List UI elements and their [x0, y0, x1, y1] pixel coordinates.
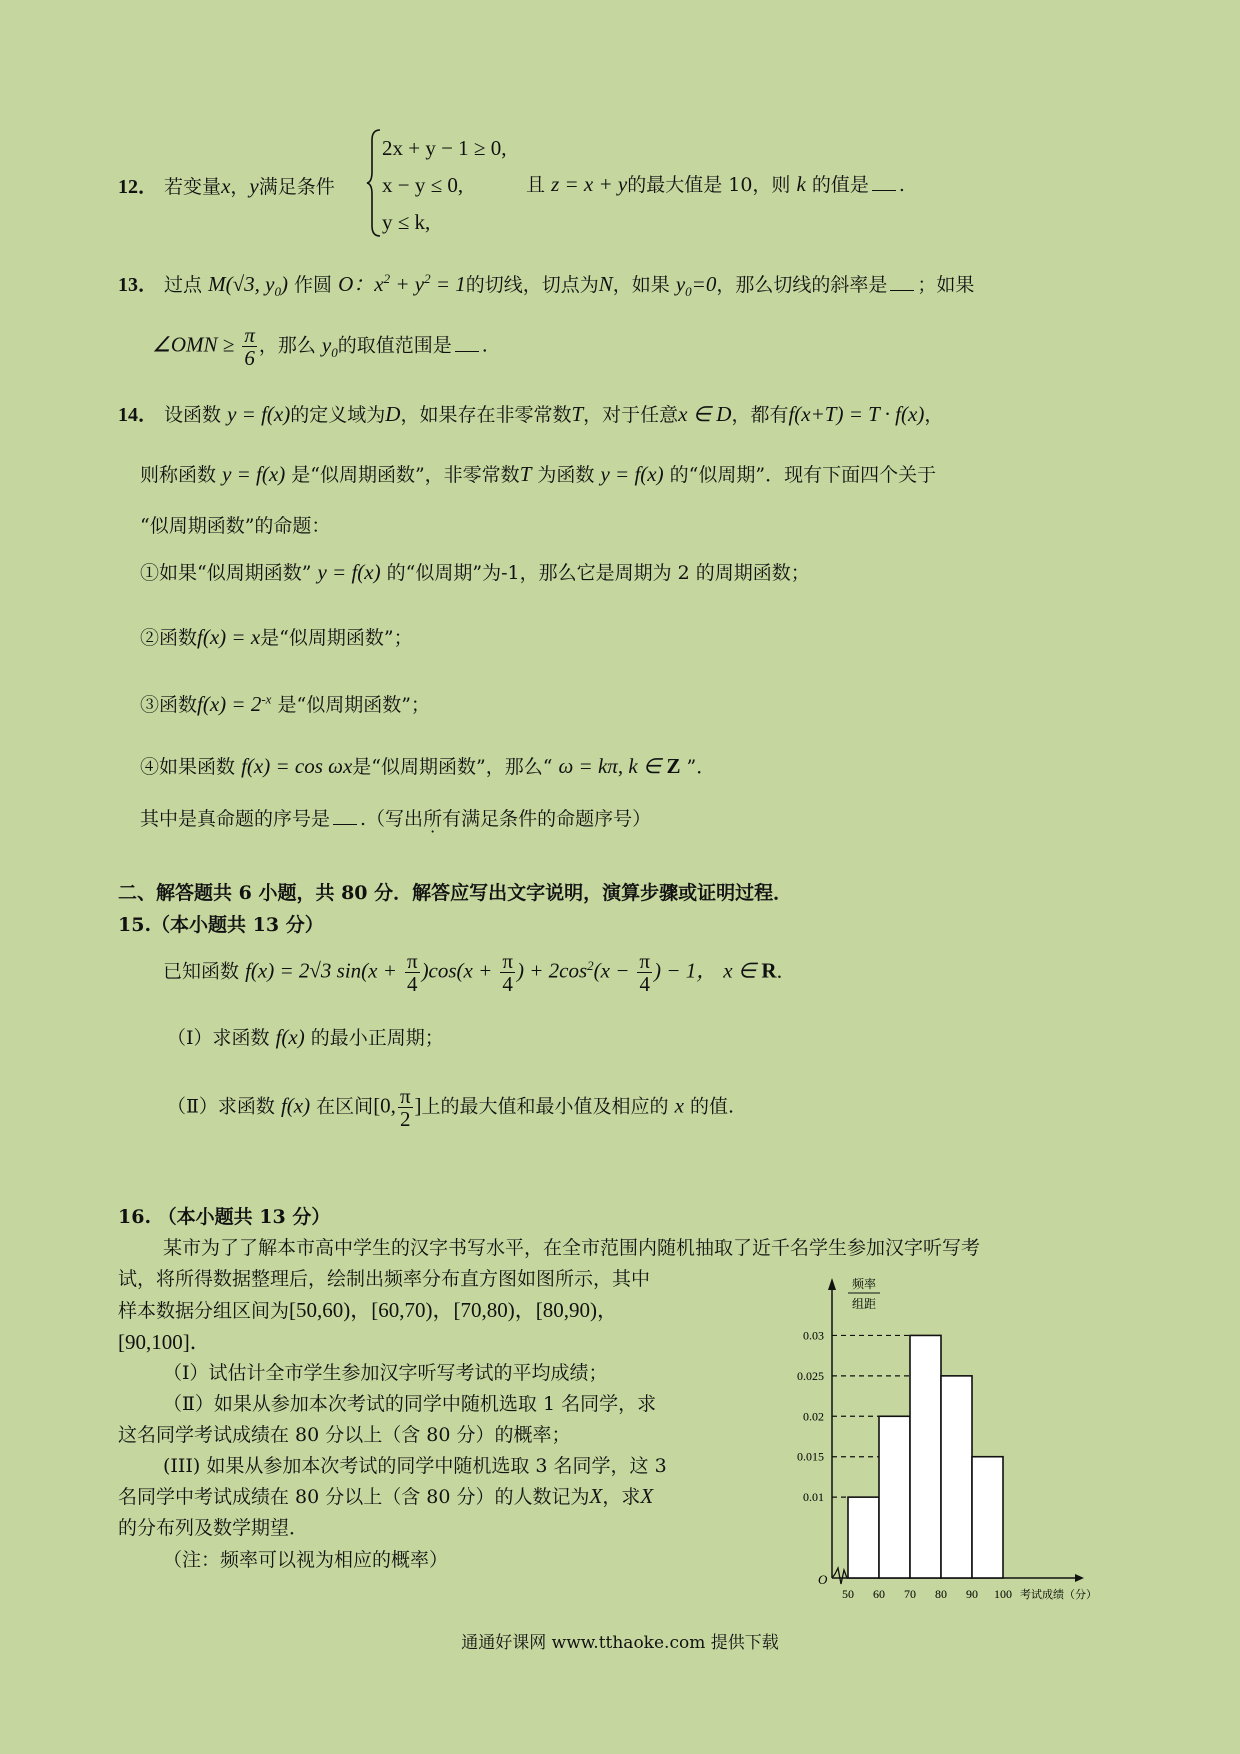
q14-text: 是“似周期函数”，非零常数 [291, 464, 520, 486]
q13-line2 [152, 324, 488, 369]
q15-part-text: 上的最大值和最小值及相应的 [421, 1095, 669, 1118]
sub: 0 [274, 284, 281, 300]
y-axis-arrow [828, 1278, 836, 1290]
q12-z: z = x + y [551, 172, 628, 196]
q15-f4: (x − [593, 958, 630, 983]
var-n: N [598, 272, 613, 296]
y0 [321, 332, 338, 360]
q16-note-text: （注：频率可以视为相应的概率） [163, 1549, 449, 1571]
q15-part-text: （Ⅱ）求函数 [167, 1095, 275, 1118]
q16-part-text: (III) 如果从参加本次考试的同学中随机选取 3 名同学，这 3 [163, 1455, 667, 1477]
q15-part2 [167, 1085, 734, 1130]
q16-part-text: 的分布列及数学期望． [118, 1517, 309, 1539]
prop-text: ②函数 [140, 627, 198, 649]
q15-part-text: 的值. [689, 1095, 735, 1118]
fraction-pi-6 [242, 324, 257, 369]
q12-cond3: y ≤ k, [382, 210, 431, 234]
q16-part-text: ，求 [602, 1486, 641, 1508]
q12-text-c: 且 [526, 174, 546, 196]
prop-text: 是“似周期函数”； [260, 627, 413, 649]
q14-text: 的定义域为 [290, 404, 386, 426]
q14-eq: f(x+T) = T · f(x) [788, 402, 925, 426]
answer-blank [455, 335, 479, 352]
y-label-denominator: 组距 [851, 1297, 877, 1311]
fx: y = f(x) [317, 560, 381, 584]
q13-line1 [118, 268, 974, 300]
sep: ， [230, 176, 250, 198]
var-x: x [674, 1093, 684, 1118]
circle-end: = 1 [430, 272, 466, 296]
q16-part-text: 名同学中考试成绩在 80 分以上（含 80 分）的人数记为 [118, 1486, 590, 1508]
q16-text: 某市为了了解本市高中学生的汉字书写水平，在全市范围内随机抽取了近千名学生参加汉字听写考 [163, 1237, 981, 1259]
q15-part-text: 在区间 [316, 1095, 374, 1118]
q12-line [118, 170, 335, 199]
q16-title-text: 16. （本小题共 13 分） [118, 1206, 331, 1228]
y-tick-label: 0.01 [803, 1490, 824, 1505]
prop-text: ”． [686, 756, 716, 778]
y-tick-label: 0.025 [797, 1368, 824, 1383]
var-y: y [249, 174, 259, 198]
q12-conditions [382, 130, 506, 241]
q13-circle [338, 272, 466, 296]
q12-text: 若变量 [164, 176, 222, 198]
sup: -x [261, 691, 272, 707]
sub: 0 [331, 344, 338, 360]
q14-text: ，都有 [731, 404, 789, 426]
q14-last [140, 804, 651, 831]
histogram-bar [848, 1497, 879, 1578]
q15-end: ． [776, 960, 796, 983]
q14-text: 的“似周期”．现有下面四个关于 [669, 464, 937, 486]
q13-end: . [481, 334, 488, 357]
q16-title [118, 1202, 330, 1229]
q12-text-b: 满足条件 [258, 176, 335, 198]
q12-cond2: x − y ≤ 0, [382, 173, 464, 197]
q16-part-text: （Ⅱ）如果从参加本次考试的同学中随机选取 1 名同学，求 [163, 1393, 657, 1415]
q13-number: 13． [118, 274, 158, 296]
answer-blank [333, 808, 357, 825]
q16-part3c [118, 1513, 308, 1540]
fraction-pi-2 [398, 1085, 413, 1130]
var-x: x [221, 174, 231, 198]
y-tick-label: 0.03 [803, 1328, 824, 1343]
section2-title [118, 878, 792, 905]
q14-text: 则称函数 [140, 464, 217, 486]
frac-den: 2 [399, 1107, 411, 1132]
q13-angle: ∠OMN ≥ [152, 332, 235, 357]
frac-num: π [399, 1084, 411, 1108]
prop-omega: ω = kπ, k ∈ [558, 754, 667, 778]
frac-den: 6 [244, 346, 255, 371]
q14-text: “似周期函数”的命题： [140, 515, 331, 537]
q14-prop4 [140, 752, 715, 779]
x-in-r: x ∈ [723, 958, 762, 983]
sup: 2 [424, 271, 431, 286]
prop-fx: f(x) = x [197, 625, 261, 649]
var-k: k [796, 172, 806, 196]
q16-note [163, 1545, 448, 1572]
q16-text: 试，将所得数据整理后，绘制出频率分布直方图如图所示，其中 [118, 1268, 651, 1290]
frac-num: π [244, 323, 255, 347]
q13-text-b: 作圆 [294, 274, 333, 296]
q12-number: 12． [118, 176, 158, 198]
q13-text-h: 的取值范围是 [337, 334, 452, 357]
q15-part1 [167, 1023, 444, 1050]
emphasis-dots [423, 808, 461, 830]
q14-text: 为函数 [537, 464, 595, 486]
histogram-bar [972, 1457, 1003, 1578]
histogram-bar [941, 1376, 972, 1578]
frac-den: 4 [407, 972, 418, 997]
section-title: 二、解答题共 6 小题，共 80 分．解答应写出文字说明，演算步骤或证明过程． [118, 882, 793, 904]
q15-part-text: （Ⅰ）求函数 [167, 1027, 270, 1049]
q16-part-text: 这名同学考试成绩在 80 分以上（含 80 分）的概率； [118, 1424, 571, 1446]
q12-brace [366, 128, 382, 243]
prop-text: ①如果“似周期函数” [140, 562, 312, 584]
x-tick-label: 70 [904, 1587, 916, 1601]
fx: y = f(x) [227, 402, 291, 426]
q14-line1 [118, 398, 943, 427]
frac-num: π [639, 949, 651, 973]
circle-a: O：x [338, 272, 384, 296]
y-label-numerator: 频率 [851, 1277, 877, 1291]
y0-val: =0 [691, 272, 717, 296]
q14-text: ，对于任意 [583, 404, 679, 426]
x-tick-label: 90 [966, 1587, 978, 1601]
fraction-pi-4 [405, 950, 420, 995]
point-end: ) [280, 272, 288, 296]
x-tick-label: 50 [842, 1587, 854, 1601]
q15-given [163, 950, 796, 995]
var-x-cap: X [640, 1484, 654, 1508]
q15-part-text: 的最小正周期； [310, 1027, 444, 1049]
y0-var: y [321, 332, 332, 357]
fx: f(x) [280, 1093, 311, 1118]
fraction-pi-4 [500, 950, 515, 995]
prop-text: 是“似周期函数”； [277, 694, 430, 716]
q15-text: 已知函数 [163, 960, 240, 983]
q14-prop1 [140, 558, 810, 585]
q13-text-g: ，那么 [258, 334, 316, 357]
q15-title-text: 15.（本小题共 13 分） [118, 914, 324, 936]
emphasis-text: 所有 [423, 808, 462, 830]
x-axis-label: 考试成绩（分） [1020, 1588, 1097, 1601]
q14-line3 [140, 511, 330, 538]
fx: y = f(x) [600, 462, 664, 486]
q14-line2 [140, 460, 936, 487]
q14-text: 其中是真命题的序号是 [140, 808, 331, 830]
q16-p3 [118, 1294, 618, 1324]
histogram-bar [879, 1416, 910, 1578]
q12-tail [526, 170, 905, 197]
interval-end: ] [414, 1093, 422, 1118]
q16-part2a [163, 1389, 656, 1416]
histogram-bar [910, 1335, 941, 1578]
footer-text: 通通好课网 www.tthaoke.com 提供下载 [461, 1633, 779, 1653]
q13-text-a: 过点 [164, 274, 203, 296]
q16-p4 [118, 1326, 211, 1356]
y-tick-label: 0.015 [797, 1449, 824, 1464]
q16-intervals: [90,100]． [118, 1330, 211, 1354]
q14-text: 满足条件的命题序号） [461, 808, 652, 830]
q14-text: 设函数 [164, 404, 222, 426]
footer [0, 1628, 1240, 1653]
q16-text: 样本数据分组区间为 [118, 1300, 290, 1322]
q12-end: . [898, 174, 905, 196]
fraction-pi-4 [637, 950, 652, 995]
q13-text-e: ，那么切线的斜率是 [716, 274, 888, 296]
frac-num: π [406, 949, 418, 973]
q14-prop2 [140, 623, 413, 650]
prop-fx: f(x) = cos ωx [241, 754, 353, 778]
q15-f1: f(x) = 2√3 sin(x + [245, 958, 397, 983]
y0-var: y [675, 272, 686, 296]
x-in-d: x ∈ D [678, 402, 732, 426]
q14-text: .（写出 [360, 808, 424, 830]
x-tick-label: 60 [873, 1587, 885, 1601]
q13-point [208, 272, 288, 300]
y-tick-label: 0.02 [803, 1409, 824, 1424]
var-t: T [519, 462, 532, 486]
prop-text: 是“似周期函数”，那么“ [352, 756, 553, 778]
x-tick-label: 80 [935, 1587, 947, 1601]
q14-text: ， [924, 404, 944, 426]
sub: 0 [685, 284, 692, 300]
interval-start: [0, [373, 1093, 396, 1118]
q14-text: ，如果存在非零常数 [400, 404, 572, 426]
set-z: Z [666, 754, 681, 778]
var-t: T [571, 402, 584, 426]
q16-intervals: [50,60)，[60,70)，[70,80)，[80,90)， [289, 1298, 618, 1322]
y0 [675, 272, 717, 300]
q16-part3b [118, 1482, 653, 1509]
var-d: D [385, 402, 401, 426]
q13-text-f: ；如果 [917, 274, 975, 296]
prop-fx: f(x) = 2 [197, 692, 262, 716]
sup: 2 [383, 271, 391, 286]
q12-text-e: 的值是 [811, 174, 869, 196]
prop-text: ④如果函数 [140, 756, 236, 778]
frac-den: 4 [639, 972, 650, 997]
var-x-cap: X [589, 1484, 603, 1508]
q15-f2: )cos(x + [421, 958, 493, 983]
q16-p2 [118, 1264, 650, 1291]
q14-prop3 [140, 690, 430, 717]
prop-text: 的“似周期”为-1，那么它是周期为 2 的周期函数； [386, 562, 810, 584]
fx: y = f(x) [222, 462, 286, 486]
sup: 2 [587, 958, 594, 974]
q16-part1 [163, 1358, 608, 1385]
answer-blank [872, 174, 896, 191]
axis-break [832, 1568, 848, 1584]
origin-label: O [818, 1572, 828, 1587]
frac-num: π [502, 949, 513, 973]
q16-part-text: （Ⅰ）试估计全市学生参加汉字听写考试的平均成绩； [163, 1362, 608, 1384]
answer-blank [890, 274, 914, 291]
fx: f(x) [275, 1025, 305, 1049]
q16-part2b [118, 1420, 571, 1447]
q13-text-d: ，如果 [612, 274, 670, 296]
prop-text: ③函数 [140, 694, 198, 716]
frac-den: 4 [502, 972, 513, 997]
q16-part3a [163, 1451, 667, 1478]
x-tick-label: 100 [994, 1587, 1012, 1601]
frequency-histogram [770, 1268, 1115, 1604]
q15-title [118, 910, 324, 937]
q12-text-d: 的最大值是 10，则 [627, 174, 791, 196]
point-expr: M(√3, y [208, 272, 275, 296]
set-r: R [761, 958, 777, 983]
q14-number: 14． [118, 404, 158, 426]
x-axis-arrow [1075, 1574, 1084, 1582]
q16-p1 [163, 1233, 980, 1260]
q12-cond1: 2x + y − 1 ≥ 0, [382, 136, 507, 160]
q13-text-c: 的切线，切点为 [465, 274, 599, 296]
circle-mid: + y [390, 272, 425, 296]
q15-f3: ) + 2cos [516, 958, 588, 983]
q15-f5: ) − 1， [654, 958, 718, 983]
